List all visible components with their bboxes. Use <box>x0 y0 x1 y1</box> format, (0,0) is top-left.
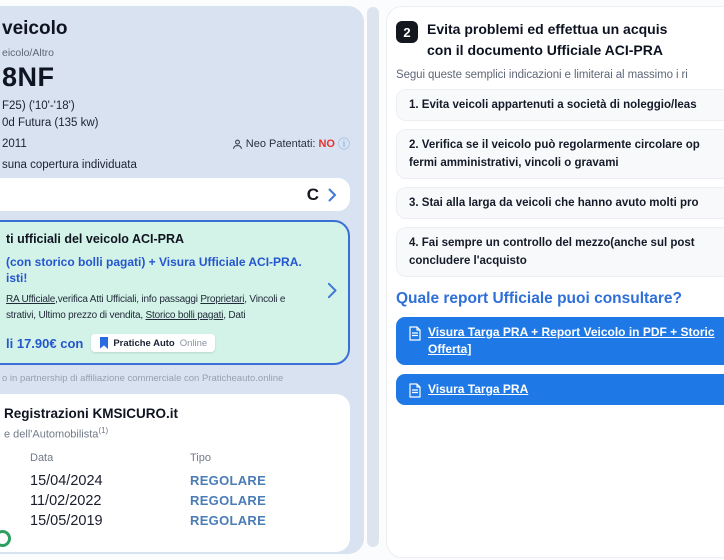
aci-offer-line1: (con storico bolli pagati) + Visura Ufficiale ACI-PRA. <box>6 255 302 269</box>
provider-logo-fragment: C <box>306 184 319 204</box>
advice-header <box>396 19 724 61</box>
tip-item <box>396 129 724 179</box>
person-icon <box>232 139 243 150</box>
advice-heading <box>427 19 667 61</box>
desc-link: Storico bolli pagati <box>145 310 224 321</box>
report-button-visura-plus[interactable] <box>396 317 724 365</box>
registrations-card <box>0 394 350 552</box>
license-plate: 8NF <box>2 62 55 92</box>
aci-offer-text <box>6 254 314 286</box>
tip-line: fermi amministrativi, vincoli o gravami <box>409 157 619 169</box>
registration-date: 11/02/2022 <box>30 492 102 509</box>
vehicle-model: F25) ('10'-'18') <box>2 100 75 112</box>
desc-text: ,verifica Atti Ufficiali, info passaggi <box>55 294 201 305</box>
coverage-provider-row[interactable] <box>0 178 350 211</box>
tip-line: 3. Stai alla larga da veicoli che hanno avuto molti pro <box>409 197 699 209</box>
button-label-line1: Visura Targa PRA <box>428 382 529 396</box>
neo-patentati-value: NO <box>318 138 335 150</box>
neo-patentati-label: Neo Patentati: <box>245 138 316 150</box>
registration-type: REGOLARE <box>190 512 267 528</box>
advice-heading-line1: Evita problemi ed effettua un acquis <box>427 21 668 37</box>
tip-line: 2. Verifica se il veicolo può regolarmente circolare op <box>409 139 700 151</box>
registrations-subtitle <box>4 426 334 441</box>
table-row <box>30 511 334 531</box>
subtitle-text: e dell'Automobilista <box>4 428 99 441</box>
report-button-label <box>428 381 528 398</box>
registration-type: REGOLARE <box>190 492 267 508</box>
column-header-data: Data <box>30 451 54 464</box>
tip-line: 1. Evita veicoli appartenuti a società di noleggio/leas <box>409 99 697 111</box>
chevron-right-icon[interactable] <box>327 281 338 299</box>
document-icon <box>409 326 421 341</box>
subtitle-footnote: (1) <box>98 426 109 435</box>
tip-line: 4. Fai sempre un controllo del mezzo(anche sul post <box>409 237 695 249</box>
partnership-disclaimer: o in partnership di affiliazione commerciale con Praticheauto.online <box>2 373 284 384</box>
aci-pra-offer-box[interactable] <box>0 220 350 365</box>
vehicle-version: 0d Futura (135 kw) <box>2 117 99 129</box>
bookmark-icon <box>99 337 108 349</box>
step-badge: 2 <box>396 21 418 43</box>
tip-line: concludere l'acquisto <box>409 255 527 267</box>
chevron-right-icon[interactable] <box>328 188 337 202</box>
registrations-table <box>30 452 334 531</box>
aci-description-line1 <box>6 293 314 307</box>
year-row <box>2 138 350 150</box>
report-section-heading: Quale report Ufficiale puoi consultare? <box>396 290 682 307</box>
vehicle-category: eicolo/Altro <box>2 47 54 59</box>
aci-box-title: ti ufficiali del veicolo ACI-PRA <box>6 232 185 246</box>
desc-text: strativi, Ultimo prezzo di vendita, <box>6 310 146 321</box>
tip-item <box>396 187 724 219</box>
advice-panel <box>386 6 724 558</box>
vehicle-summary-panel <box>0 6 364 554</box>
pratiche-auto-logo <box>91 334 215 352</box>
button-label-line2: Offerta] <box>428 342 472 356</box>
registrations-title: Registrazioni KMSICURO.it <box>4 406 179 421</box>
registration-date: 15/05/2019 <box>30 512 103 529</box>
report-button-label <box>428 324 715 358</box>
partner-name-suffix: Online <box>179 337 208 349</box>
report-button-visura[interactable] <box>396 374 724 405</box>
vehicle-panel-title: veicolo <box>2 18 68 39</box>
column-header-tipo: Tipo <box>190 451 211 464</box>
table-row <box>30 491 334 511</box>
aci-description-line2 <box>6 309 314 323</box>
tip-item <box>396 227 724 277</box>
desc-text: , Vincoli e <box>244 294 286 305</box>
document-icon <box>409 383 421 398</box>
tip-item <box>396 89 724 121</box>
info-icon[interactable]: ⓘ <box>337 137 350 151</box>
neo-patentati <box>232 138 350 150</box>
button-label-line1: Visura Targa PRA + Report Veicolo in PDF + Storic <box>428 325 715 339</box>
coverage-text: suna copertura individuata <box>2 159 137 171</box>
scrollbar[interactable] <box>367 7 379 547</box>
advice-heading-line2: con il documento Ufficiale ACI-PRA <box>427 42 663 58</box>
vehicle-year: 2011 <box>2 138 27 150</box>
registration-date: 15/04/2024 <box>30 472 103 489</box>
partial-logo-ring <box>0 530 11 547</box>
advice-subheading: Segui queste semplici indicazioni e limiterai al massimo i ri <box>396 69 688 81</box>
desc-link: Proprietari <box>200 294 245 305</box>
price-row <box>6 334 314 352</box>
desc-text: , Dati <box>223 310 246 321</box>
aci-offer-line2: isti! <box>6 271 28 285</box>
partner-name: Pratiche Auto <box>113 337 175 349</box>
registration-type: REGOLARE <box>190 472 267 488</box>
table-row <box>30 471 334 491</box>
price-text: li 17.90€ con <box>6 335 84 351</box>
desc-link: RA Ufficiale <box>6 294 56 305</box>
table-header-row <box>30 452 334 464</box>
